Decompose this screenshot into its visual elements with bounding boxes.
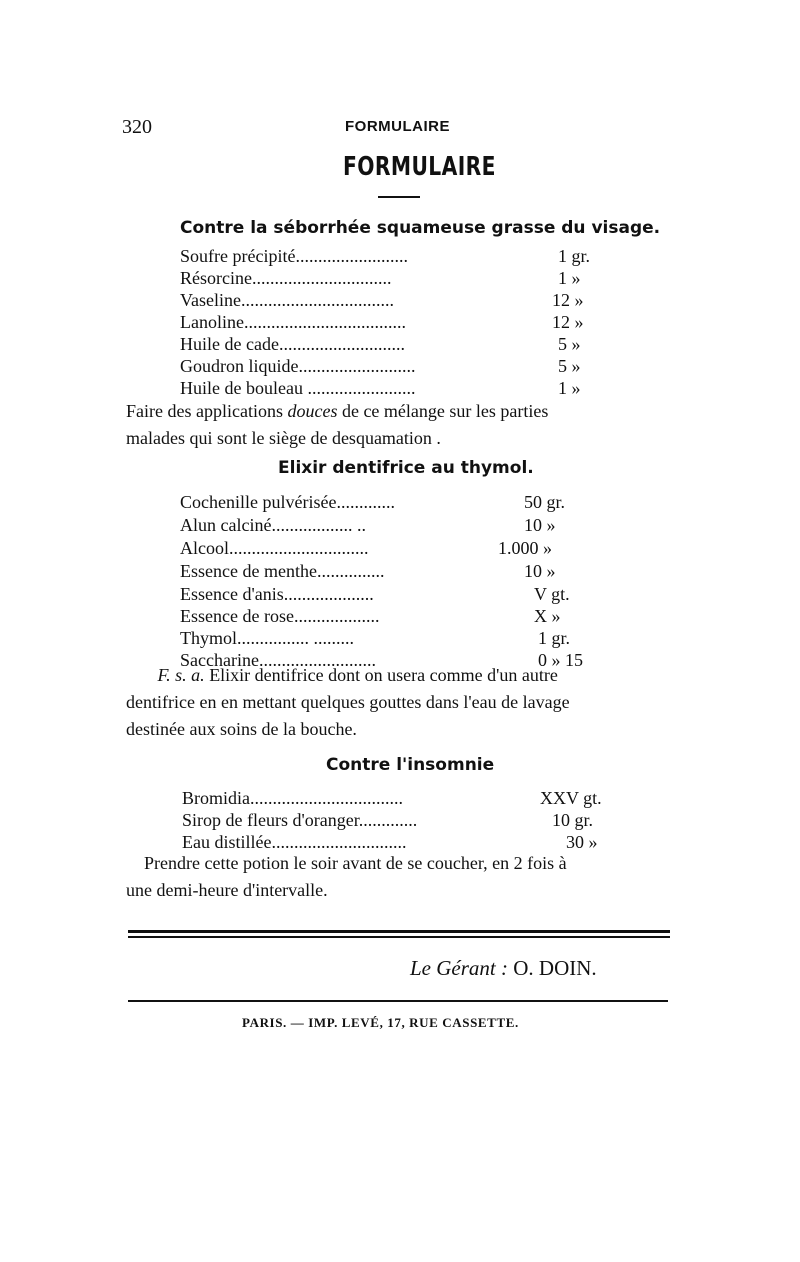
ingredient-qty: X » [534,606,561,626]
ingredient-qty: 1.000 » [498,538,552,558]
ingredient-name: Saccharine.......................... [180,650,376,670]
ingredient-name: Résorcine............................... [180,268,392,288]
instruction-line: Faire des applications douces de ce mélange sur les parties [126,401,549,421]
ingredient-name: Bromidia.................................. [182,788,403,808]
instruction-line: dentifrice en en mettant quelques gouttes dans l'eau de lavage [126,692,570,712]
ingredient-name: Essence d'anis.................... [180,584,374,604]
instruction-line: une demi-heure d'intervalle. [126,880,328,900]
ingredient-qty: 12 » [552,290,584,310]
instruction-line: malades qui sont le siège de desquamation . [126,428,441,448]
imprint: PARIS. — IMP. LEVÉ, 17, RUE CASSETTE. [242,1015,519,1030]
gerant-name: O. DOIN. [513,956,597,980]
ingredient-name: Essence de menthe............... [180,561,385,581]
ingredient-name: Alun calciné.................. .. [180,515,366,535]
ingredient-name: Cochenille pulvérisée............. [180,492,395,512]
ingredient-qty: 1 gr. [558,246,591,266]
ingredient-name: Lanoline.................................... [180,312,406,332]
section-heading-elixir: Elixir dentifrice au thymol. [278,458,534,478]
section-heading-seborrhee: Contre la séborrhée squameuse grasse du visage. [180,218,661,238]
instructions-elixir [126,662,676,743]
ingredient-qty: 1 gr. [538,628,571,648]
gerant-signature [410,956,597,981]
ingredient-qty: XXV gt. [540,788,602,808]
ingredient-name: Soufre précipité......................... [180,246,408,266]
ingredient-qty: 10 » [524,561,556,581]
ingredient-name: Huile de cade............................ [180,334,405,354]
instruction-line [126,850,676,877]
ingredient-qty: 5 » [558,334,581,354]
ingredient-qty: 1 » [558,378,581,398]
gerant-label: Le Gérant : [410,956,508,980]
ingredient-qty: 10 gr. [552,810,594,830]
title-rule [378,196,420,198]
ingredient-name: Sirop de fleurs d'oranger............. [182,810,418,830]
instruction-text: Prendre cette potion le soir avant de se coucher, en 2 fois à [144,853,567,873]
ingredient-name: Vaseline.................................. [180,290,394,310]
imprint-rule [128,1000,668,1002]
instruction-line: destinée aux soins de la bouche. [126,719,357,739]
instruction-line: F. s. a. Elixir dentifrice dont on usera comme d'un autre [157,665,558,685]
running-head: FORMULAIRE [345,118,450,135]
footer-double-rule-bottom [128,936,670,938]
ingredient-name: Thymol................ ......... [180,628,354,648]
ingredient-qty: 0 » 15 [538,650,583,670]
ingredient-qty: 12 » [552,312,584,332]
footer-double-rule-top [128,930,670,933]
ingredient-name: Huile de bouleau ........................ [180,378,416,398]
page-title: FORMULAIRE [343,152,496,182]
ingredient-qty: V gt. [534,584,570,604]
instructions-seborrhee [126,398,676,452]
instructions-insomnie [126,850,676,904]
ingredient-qty: 10 » [524,515,556,535]
ingredient-name: Goudron liquide.......................... [180,356,416,376]
ingredient-name: Eau distillée.............................. [182,832,407,852]
ingredient-name: Essence de rose................... [180,606,380,626]
ingredient-qty: 1 » [558,268,581,288]
ingredient-qty: 50 gr. [524,492,566,512]
ingredient-name: Alcool............................... [180,538,369,558]
ingredient-qty: 30 » [566,832,598,852]
page-number: 320 [122,116,152,138]
ingredient-qty: 5 » [558,356,581,376]
section-heading-insomnie: Contre l'insomnie [326,755,495,775]
